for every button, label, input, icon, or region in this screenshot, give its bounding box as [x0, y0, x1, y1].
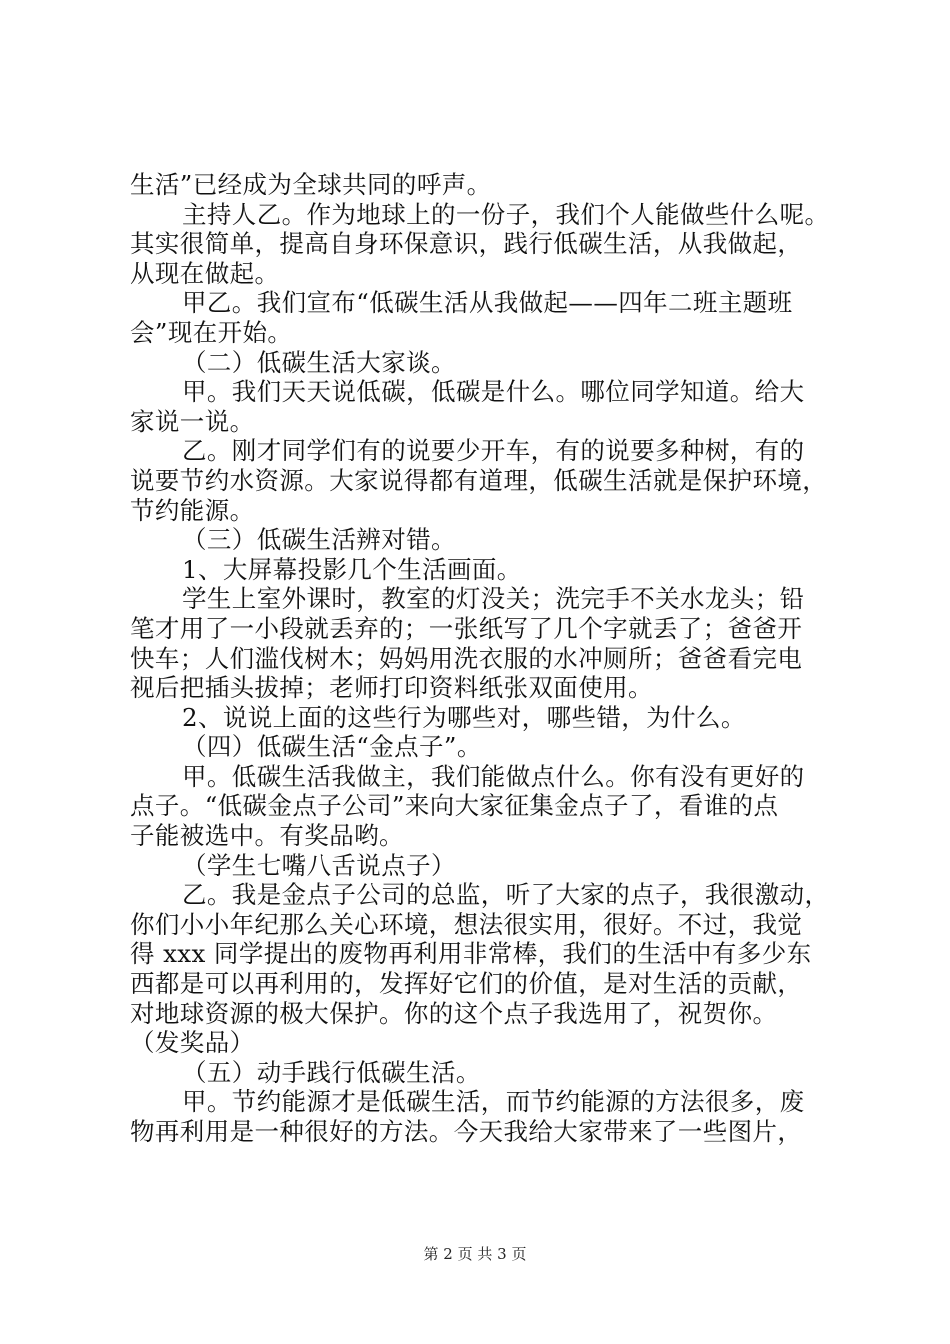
section-heading: （五）动手践行低碳生活。	[182, 1057, 481, 1087]
text-line: 家说一说。	[130, 406, 255, 436]
text-line: 甲。低碳生活我做主，我们能做点什么。你有没有更好的	[182, 761, 805, 791]
section-heading: （四）低碳生活“金点子”。	[182, 732, 482, 762]
text-line: 得 xxx 同学提出的废物再利用非常棒，我们的生活中有多少东	[130, 939, 812, 969]
section-heading: （二）低碳生活大家谈。	[182, 347, 456, 377]
text-line: 乙。刚才同学们有的说要少开车，有的说要多种树，有的	[182, 436, 805, 466]
text-line: 笔才用了一小段就丢弃的；一张纸写了几个字就丢了；爸爸开	[130, 613, 803, 643]
section-heading: （三）低碳生活辨对错。	[182, 525, 456, 555]
text-line: 乙。我是金点子公司的总监，听了大家的点子，我很激动，	[182, 880, 830, 910]
text-line: 点子。“低碳金点子公司”来向大家征集金点子了，看谁的点	[130, 791, 779, 821]
text-line: 你们小小年纪那么关心环境，想法很实用，很好。不过，我觉	[130, 909, 803, 939]
text-line: 快车；人们滥伐树木；妈妈用洗衣服的水冲厕所；爸爸看完电	[130, 643, 803, 673]
document-body	[130, 170, 846, 1147]
text-line: 节约能源。	[130, 495, 255, 525]
text-line: 其实很简单，提高自身环保意识，践行低碳生活，从我做起，	[130, 229, 803, 259]
text-line: 2、说说上面的这些行为哪些对，哪些错，为什么。	[182, 702, 746, 732]
text-line: 1、大屏幕投影几个生活画面。	[182, 554, 522, 584]
text-line: 从现在做起。	[130, 258, 280, 288]
text-line: 西都是可以再利用的，发挥好它们的价值，是对生活的贡献，	[130, 969, 803, 999]
text-line: 对地球资源的极大保护。你的这个点子我选用了，祝贺你。	[130, 998, 778, 1028]
text-line: 甲。节约能源才是低碳生活，而节约能源的方法很多，废	[182, 1087, 805, 1117]
text-line: 物再利用是一种很好的方法。今天我给大家带来了一些图片，	[130, 1117, 803, 1146]
text-line: 视后把插头拔掉；老师打印资料纸张双面使用。	[130, 673, 653, 703]
text-line: （发奖品）	[130, 1028, 255, 1058]
text-line: 子能被选中。有奖品哟。	[130, 821, 404, 851]
text-line: 学生上室外课时，教室的灯没关；洗完手不关水龙头；铅	[182, 584, 805, 614]
text-line: 生活”已经成为全球共同的呼声。	[130, 170, 492, 199]
text-line: 甲。我们天天说低碳，低碳是什么。哪位同学知道。给大	[182, 377, 805, 407]
text-line: 会”现在开始。	[130, 317, 293, 347]
text-line: （学生七嘴八舌说点子）	[182, 850, 456, 880]
text-line: 甲乙。我们宣布“低碳生活从我做起——四年二班主题班	[182, 288, 793, 318]
text-line: 说要节约水资源。大家说得都有道理，低碳生活就是保护环境，	[130, 465, 828, 495]
text-line: 主持人乙。作为地球上的一份子，我们个人能做些什么呢。	[182, 199, 830, 229]
page-footer: 第 2 页 共 3 页	[423, 1245, 527, 1263]
